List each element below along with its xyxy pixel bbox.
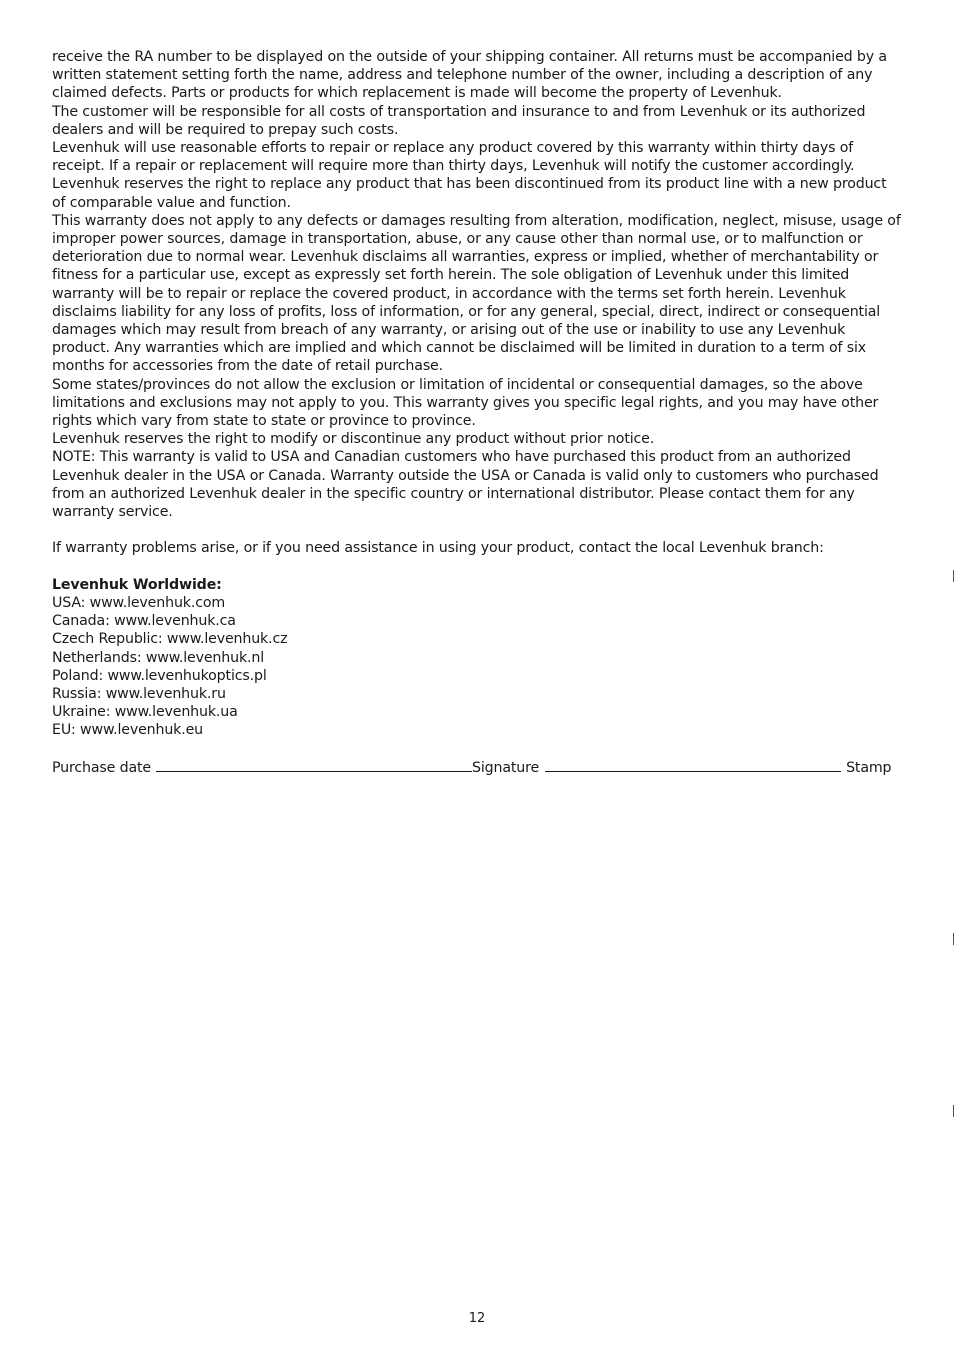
paragraph-return-requirements: receive the RA number to be displayed on the outside of your shipping container. All returns must be accompanied by a written statement setting forth the name, address and telephone number of the owner, including a description of any claimed defects. Parts or products for which replacement is made will become the property of Levenhuk. [52, 49, 887, 102]
spacer [52, 521, 902, 539]
worldwide-item-poland: Poland: www.levenhukoptics.pl [52, 667, 267, 684]
paragraph-transport-costs: The customer will be responsible for all costs of transportation and insurance to and from Levenhuk or its authorized dealers and will be required to prepay such costs. [52, 103, 866, 138]
assistance-text: If warranty problems arise, or if you need assistance in using your product, contact the local Levenhuk branch: [52, 540, 824, 557]
signature-label: Signature [471, 759, 540, 776]
paragraph-warranty-exclusions: This warranty does not apply to any defects or damages resulting from alteration, modification, neglect, misuse, usage of improper power sources, damage in transportation, abuse, or any cause other than normal use, or to malfunction or deterioration due to normal wear. Levenhuk disclaims all warranties, express or implied, whether of merchantability or fitness for a particular use, except as expressly set forth herein. The sole obligation of Levenhuk under this limited warranty will be to repair or replace the covered product, in accordance with the terms set forth herein. Levenhuk disclaims liability for any loss of profits, loss of information, or for any general, special, direct, indirect or consequential damages which may result from breach of any warranty, or arising out of the use or inability to use any Levenhuk product. Any warranties which are implied and which cannot be disclaimed will be limited in duration to a term of six months for accessories from the date of retail purchase. [52, 212, 901, 375]
signature-row [52, 758, 902, 777]
worldwide-item-netherlands: Netherlands: www.levenhuk.nl [52, 649, 265, 666]
purchase-date-label: Purchase date [52, 759, 151, 776]
spacer [52, 558, 902, 576]
paragraph-note: NOTE: This warranty is valid to USA and Canadian customers who have purchased this product from an authorized Levenhuk dealer in the USA or Canada. Warranty outside the USA or Canada is valid only to customers who purchased from an authorized Levenhuk dealer in the specific country or international distributor. Please contact them for any warranty service. [52, 449, 879, 521]
worldwide-item-czech-republic: Czech Republic: www.levenhuk.cz [52, 631, 288, 648]
worldwide-section [52, 576, 902, 740]
paragraph-repair-timing: Levenhuk will use reasonable efforts to repair or replace any product covered by this warranty within thirty days of receipt. If a repair or replacement will require more than thirty days, Levenhuk will notify the customer accordingly. Levenhuk reserves the right to replace any product that has been discontinued from its product line with a new product of comparable value and function. [52, 140, 887, 211]
paragraph-modify-notice: Levenhuk reserves the right to modify or discontinue any product without prior notice. [52, 431, 655, 448]
purchase-date-line[interactable] [156, 758, 472, 772]
signature-line[interactable] [545, 758, 841, 772]
worldwide-item-russia: Russia: www.levenhuk.ru [52, 686, 226, 703]
worldwide-item-canada: Canada: www.levenhuk.ca [52, 613, 236, 630]
worldwide-heading: Levenhuk Worldwide: [52, 576, 222, 593]
document-body [52, 48, 902, 777]
paragraph-state-laws: Some states/provinces do not allow the exclusion or limitation of incidental or consequential damages, so the above limitations and exclusions may not apply to you. This warranty gives you specific legal rights, and you may have other rights which vary from state to state or province to province. [52, 376, 879, 430]
worldwide-item-eu: EU: www.levenhuk.eu [52, 722, 204, 739]
stamp-label: Stamp [846, 759, 892, 776]
spacer [52, 740, 902, 758]
page-number: 12 [468, 1311, 486, 1326]
worldwide-item-usa: USA: www.levenhuk.com [52, 595, 226, 612]
worldwide-item-ukraine: Ukraine: www.levenhuk.ua [52, 704, 238, 721]
